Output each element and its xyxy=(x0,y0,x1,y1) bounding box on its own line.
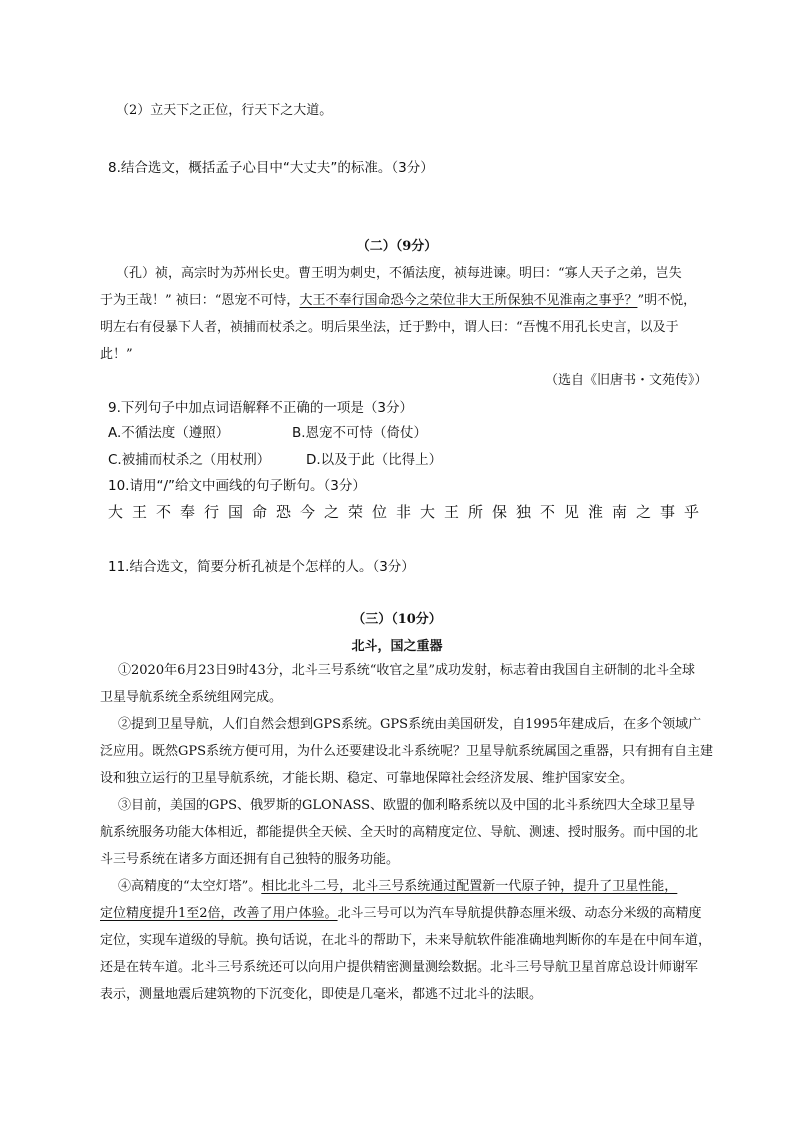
paragraph-1-line-1: ①2020年6月23日9时43分，北斗三号系统“收官之星”成功发射，标志着由我国自主研制的北斗全球 xyxy=(118,663,696,678)
paragraph-4-line-3: 定位，实现车道级的导航。换句话说，在北斗的帮助下，未来导航软件能准确地判断你的车是在中间车道， xyxy=(100,933,712,948)
question-9: 9.下列句子中加点词语解释不正确的一项是（3分） xyxy=(108,400,413,416)
passage-line-4: 此！” xyxy=(100,347,133,362)
passage-line-2-end: ”明不悦， xyxy=(637,293,697,308)
section-2-header: （二）（9分） xyxy=(356,239,438,254)
section-3-header: （三）（10分） xyxy=(352,612,442,627)
paragraph-4-line-2 xyxy=(100,905,702,923)
paragraph-4-lead: ④高精度的“太空灯塔”。 xyxy=(118,879,262,894)
paragraph-3-line-2: 航系统服务功能大体相近，都能提供全天候、全天时的高精度定位、导航、测速、授时服务。而中国的北 xyxy=(100,825,699,840)
option-d: D.以及于此（比得上） xyxy=(306,452,443,468)
question-11: 11.结合选文，简要分析孔祯是个怎样的人。（3分） xyxy=(108,559,415,575)
paragraph-4-line-4: 还是在转车道。北斗三号系统还可以向用户提供精密测量测绘数据。北斗三号导航卫星首席总设计师谢军 xyxy=(100,960,699,975)
paragraph-2-line-3: 设和独立运行的卫星导航系统，才能长期、稳定、可靠地保障社会经济发展、维护国家安全。 xyxy=(100,771,634,786)
paragraph-3-line-3: 斗三号系统在诸多方面还拥有自己独特的服务功能。 xyxy=(100,852,400,867)
article-title: 北斗，国之重器 xyxy=(351,639,443,654)
paragraph-3-line-1: ③目前，美国的GPS、俄罗斯的GLONASS、欧盟的伽利略系统以及中国的北斗系统四大全球卫星导 xyxy=(118,798,696,813)
paragraph-4-line-2-rest: 北斗三号可以为汽车导航提供静态厘米级、动态分米级的高精度 xyxy=(337,906,702,921)
paragraph-4-line-1 xyxy=(118,878,677,896)
underlined-sentence-part-1: 相比北斗二号，北斗三号系统通过配置新一代原子钟，提升了卫星性能， xyxy=(261,879,678,894)
passage-source: （选自《旧唐书・文苑传》） xyxy=(545,373,708,388)
question-8: 8.结合选文，概括孟子心目中“大丈夫”的标准。（3分） xyxy=(108,160,434,176)
option-a: A.不循法度（遵照） xyxy=(108,425,230,441)
question-10: 10.请用“/”给文中画线的句子断句。（3分） xyxy=(108,478,366,494)
item-2-text: （2）立天下之正位，行天下之大道。 xyxy=(116,103,333,118)
passage-line-3: 明左右有侵暴下人者，祯捕而杖杀之。明后果坐法，迁于黔中，谓人曰：“吾愧不用孔长史言，以及于 xyxy=(100,320,679,335)
passage-line-1: （孔）祯，高宗时为苏州长史。曹王明为刺史，不循法度，祯每进谏。明曰：“寡人天子之弟，岂失 xyxy=(116,266,682,281)
passage-line-2 xyxy=(100,292,696,310)
passage-line-2-start: 于为王哉！” 祯曰：“恩宠不可恃， xyxy=(100,293,300,308)
paragraph-2-line-1: ②提到卫星导航，人们自然会想到GPS系统。GPS系统由美国研发，自1995年建成后，在多个领域广 xyxy=(118,717,702,732)
question-10-sentence: 大王不奉行国命恐今之荣位非大王所保独不见淮南之事乎 xyxy=(108,503,709,521)
option-c: C.被捕而杖杀之（用杖刑） xyxy=(108,452,271,468)
option-b: B.恩宠不可恃（倚仗） xyxy=(292,425,428,441)
paragraph-1-line-2: 卫星导航系统全系统组网完成。 xyxy=(100,690,283,705)
paragraph-2-line-2: 泛应用。既然GPS系统方便可用，为什么还要建设北斗系统呢？卫星导航系统属国之重器，只有拥有自主建 xyxy=(100,744,714,759)
paragraph-4-line-5: 表示，测量地震后建筑物的下沉变化，即使是几毫米，都逃不过北斗的法眼。 xyxy=(100,987,543,1002)
underlined-sentence: 大王不奉行国命恐今之荣位非大王所保独不见淮南之事乎？ xyxy=(299,293,638,308)
underlined-sentence-part-2: 定位精度提升1至2倍，改善了用户体验。 xyxy=(100,906,338,921)
